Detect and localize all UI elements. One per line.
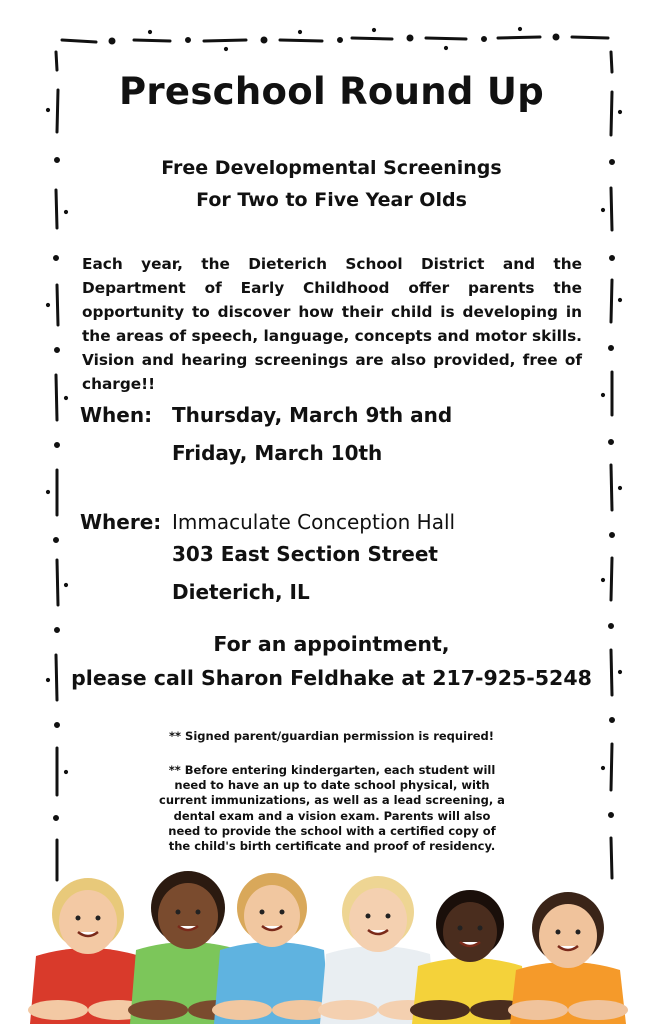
child-figure — [508, 892, 628, 1024]
child-figure — [212, 873, 332, 1024]
when-line-2: Friday, March 10th — [172, 441, 383, 465]
when-label: When: — [80, 403, 153, 427]
where-line-3: Dieterich, IL — [172, 580, 310, 604]
kindergarten-note: ** Before entering kindergarten, each student will need to have an up to date school physical, with current immunizations, as well as a lead screening, a dental exam and a vision exam. Parents will also need to provide the school with a certified copy of the child's birth certificate and proof of residency. — [159, 763, 505, 854]
child-figure — [28, 878, 148, 1024]
subtitle-line-2: For Two to Five Year Olds — [196, 189, 467, 211]
where-label: Where: — [80, 510, 162, 534]
appointment-line-2: please call Sharon Feldhake at 217-925-5248 — [71, 666, 592, 690]
where-line-2: 303 East Section Street — [172, 542, 438, 566]
appointment-line-1: For an appointment, — [213, 632, 450, 656]
children-photo — [0, 860, 663, 1024]
when-line-1: Thursday, March 9th and — [172, 403, 453, 427]
flyer-title: Preschool Round Up — [118, 70, 545, 113]
subtitle — [0, 152, 663, 216]
intro-paragraph: Each year, the Dieterich School District and the Department of Early Childhood offer parents the opportunity to discover how their child is developing in the areas of speech, language, concepts and motor skills. Vision and hearing screenings are also provided, free of charge!! — [82, 255, 582, 393]
subtitle-line-1: Free Developmental Screenings — [161, 157, 502, 179]
where-line-1: Immaculate Conception Hall — [172, 510, 456, 534]
permission-note: ** Signed parent/guardian permission is required! — [169, 729, 494, 743]
